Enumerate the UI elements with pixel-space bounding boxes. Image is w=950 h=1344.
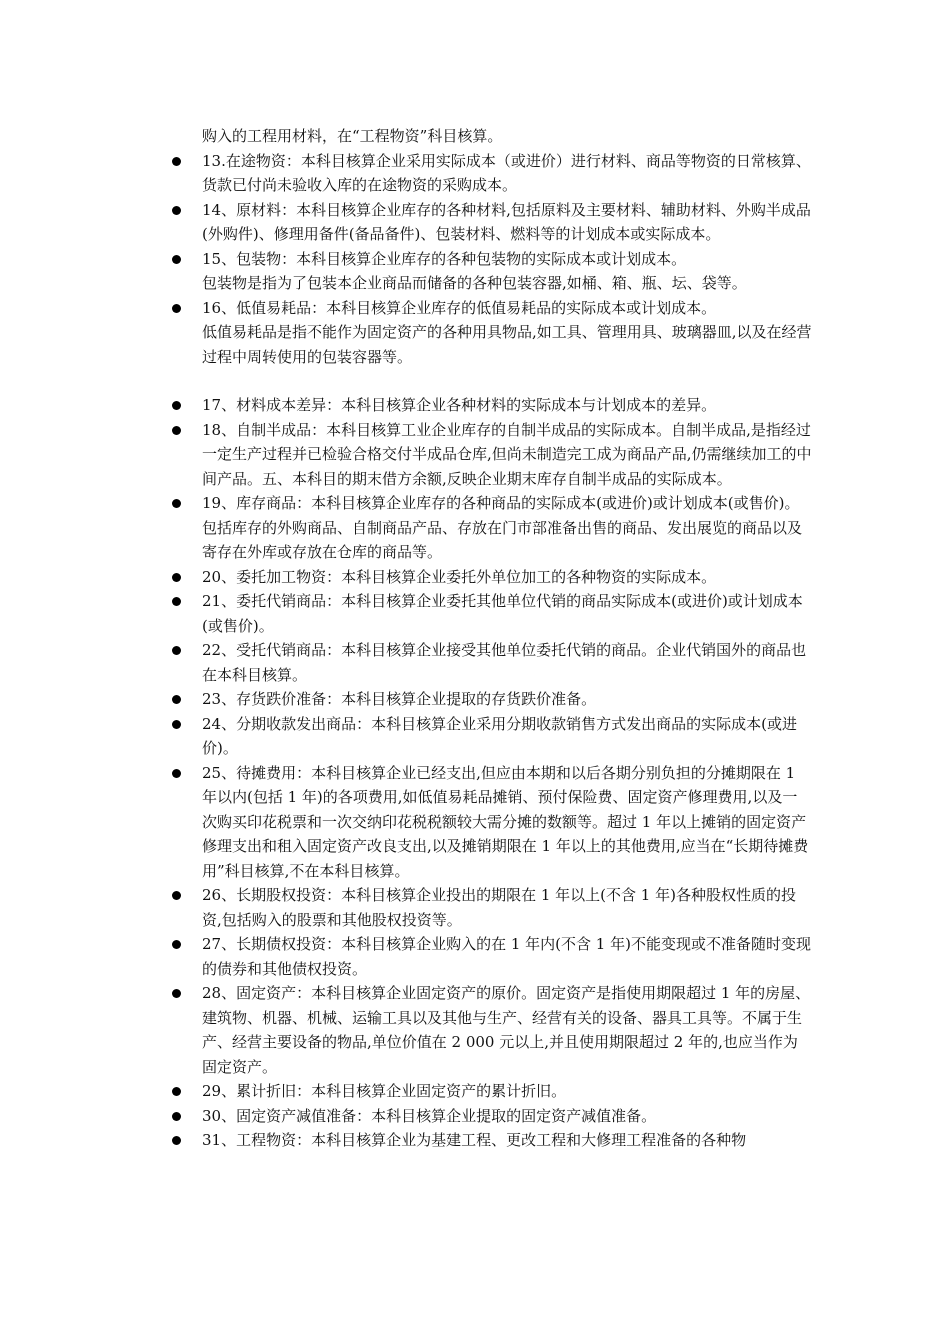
list-item [172,149,812,198]
bullet-icon [172,989,181,998]
list-item-note: 低值易耗品是指不能作为固定资产的各种用具物品,如工具、管理用具、玻璃器皿,以及在经营过程中周转使用的包装容器等。 [202,323,812,366]
bullet-icon [172,646,181,655]
bullet-icon [172,157,181,166]
list-item-text: 22、受托代销商品：本科目核算企业接受其他单位委托代销的商品。企业代销国外的商品也在本科目核算。 [202,641,807,684]
bullet-icon [172,695,181,704]
list-item [172,393,812,418]
list-item [172,491,812,565]
bullet-icon [172,1136,181,1145]
bullet-icon [172,597,181,606]
list-item [172,712,812,761]
list-item [172,1079,812,1104]
list-item-text: 19、库存商品：本科目核算企业库存的各种商品的实际成本(或进价)或计划成本(或售价)。包括库存的外购商品、自制商品产品、存放在门市部准备出售的商品、发出展览的商品以及寄存在外库或存放在仓库的商品等。 [202,494,803,561]
list-item [172,1104,812,1129]
list-item [172,247,812,296]
list-item [172,932,812,981]
list-item-text: 14、原材料：本科目核算企业库存的各种材料,包括原料及主要材料、辅助材料、外购半成品(外购件)、修理用备件(备品备件)、包装材料、燃料等的计划成本或实际成本。 [202,200,811,243]
bullet-icon [172,1087,181,1096]
account-list [172,149,812,1153]
list-item-text: 18、自制半成品：本科目核算工业企业库存的自制半成品的实际成本。自制半成品,是指经过一定生产过程并已检验合格交付半成品仓库,但尚未制造完工成为商品产品,仍需继续加工的中间产品。五、本科目的期末借方余额,反映企业期末库存自制半成品的实际成本。 [202,420,812,488]
list-item [172,981,812,1079]
list-item-text: 17、材料成本差异：本科目核算企业各种材料的实际成本与计划成本的差异。 [202,396,717,414]
list-item-text: 25、待摊费用：本科目核算企业已经支出,但应由本期和以后各期分别负担的分摊期限在 1 年以内(包括 1 年)的各项费用,如低值易耗品摊销、预付保险费、固定资产修理费用,以及一次购买印花税票和一次交纳印花税税额较大需分摊的数额等。超过 1 年以上摊销的固定资产修理支出和租入固定资产改良支出,以及摊销期限在 1 年以上的其他费用,应当在“长期待摊费用”科目核算,不在本科目核算。 [202,763,809,880]
list-item-text: 16、低值易耗品：本科目核算企业库存的低值易耗品的实际成本或计划成本。 [202,298,717,317]
list-item-text: 26、长期股权投资：本科目核算企业投出的期限在 1 年以上(不含 1 年)各种股权性质的投资,包括购入的股票和其他股权投资等。 [202,886,796,929]
list-item [172,296,812,370]
bullet-icon [172,255,181,264]
list-item-text: 31、工程物资：本科目核算企业为基建工程、更改工程和大修理工程准备的各种物 [202,1131,747,1149]
list-item-text: 27、长期债权投资：本科目核算企业购入的在 1 年内(不含 1 年)不能变现或不准备随时变现的债券和其他债权投资。 [202,935,811,978]
bullet-icon [172,573,181,582]
bullet-icon [172,940,181,949]
bullet-icon [172,720,181,729]
blank-line [172,369,812,393]
list-item-text: 24、分期收款发出商品：本科目核算企业采用分期收款销售方式发出商品的实际成本(或进价)。 [202,714,797,757]
bullet-icon [172,426,181,435]
list-item-text: 15、包装物：本科目核算企业库存的各种包装物的实际成本或计划成本。 [202,249,687,268]
bullet-icon [172,769,181,778]
list-item-text: 30、固定资产减值准备：本科目核算企业提取的固定资产减值准备。 [202,1106,657,1125]
list-item-text: 20、委托加工物资：本科目核算企业委托外单位加工的各种物资的实际成本。 [202,567,717,586]
list-item [172,883,812,932]
list-item [172,1128,812,1153]
list-item-note: 包装物是指为了包装本企业商品而储备的各种包装容器,如桶、箱、瓶、坛、袋等。 [202,274,747,292]
lead-paragraph: 购入的工程用材料，在“工程物资”科目核算。 [202,127,503,145]
bullet-icon [172,401,181,410]
list-item [172,565,812,590]
list-item-text: 13.在途物资：本科目核算企业采用实际成本（或进价）进行材料、商品等物资的日常核算、货款已付尚未验收入库的在途物资的采购成本。 [202,151,811,194]
bullet-icon [172,499,181,508]
bullet-icon [172,206,181,215]
list-item [172,198,812,247]
list-item-text: 29、累计折旧：本科目核算企业固定资产的累计折旧。 [202,1082,567,1100]
bullet-icon [172,891,181,900]
list-item [172,761,812,884]
list-item-text: 21、委托代销商品：本科目核算企业委托其他单位代销的商品实际成本(或进价)或计划成本(或售价)。 [202,592,803,635]
bullet-icon [172,304,181,313]
document-body [172,124,812,1153]
list-item-text: 23、存货跌价准备：本科目核算企业提取的存货跌价准备。 [202,690,597,708]
list-item-text: 28、固定资产：本科目核算企业固定资产的原价。固定资产是指使用期限超过 1 年的房屋、建筑物、机器、机械、运输工具以及其他与生产、经营有关的设备、器具工具等。不属于生产、经营主要设备的物品,单位价值在 2 000 元以上,并且使用期限超过 2 年的,也应当作为固定资产。 [202,984,811,1076]
list-item [172,589,812,638]
list-item [172,418,812,492]
list-item [172,638,812,687]
bullet-icon [172,1112,181,1121]
list-item [172,687,812,712]
